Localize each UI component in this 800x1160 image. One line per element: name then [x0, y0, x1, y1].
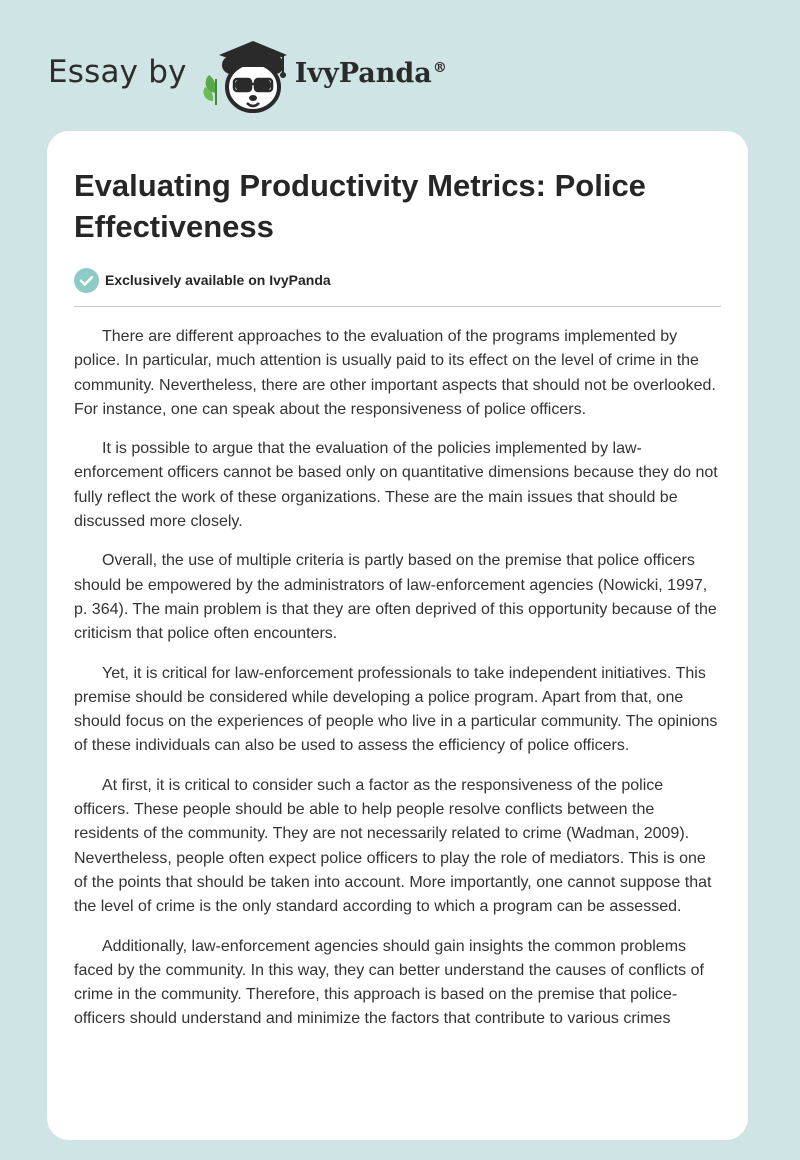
registered-mark: ®: [432, 59, 447, 76]
page-title: Evaluating Productivity Metrics: Police Effectiveness: [74, 168, 646, 244]
paragraph: Additionally, law-enforcement agencies should gain insights the common problems faced by the community. In this way, they can better understand the causes of conflicts of crime in the community. Therefore, this approach is based on the premise that police-officers should understand and minimize the factors that contribute to various crimes: [74, 937, 704, 1028]
exclusive-badge-label: Exclusively available on IvyPanda: [105, 272, 331, 288]
essay-body: [74, 325, 721, 1032]
brand-name: [295, 58, 447, 89]
brand-prefix: Essay by: [48, 54, 187, 90]
brand-name-text: IvyPanda: [294, 57, 432, 89]
paragraph: At first, it is critical to consider such a factor as the responsiveness of the police officers. These people should be able to help people resolve conflicts between the residents of the community. They are not necessarily related to crime (Wadman, 2009). Nevertheless, people often expect police officers to play the role of mediators. This is one of the points that should be taken into account. More importantly, one cannot suppose that the level of crime is the only standard according to which a program can be assessed.: [74, 776, 712, 916]
exclusive-badge: [74, 266, 721, 294]
paragraph: Yet, it is critical for law-enforcement professionals to take independent initiatives. This premise should be considered while developing a police program. Apart from that, one should focus on the experiences of people who live in a particular community. The opinions of these individuals can also be used to assess the efficiency of police officers.: [74, 664, 718, 755]
check-circle-icon: [74, 268, 99, 293]
paragraph: It is possible to argue that the evaluation of the policies implemented by law-enforcement officers cannot be based only on quantitative dimensions because they do not fully reflect the work of these organizations. These are the main issues that should be discussed more closely.: [74, 440, 718, 531]
divider: [74, 306, 721, 307]
paragraph: Overall, the use of multiple criteria is partly based on the premise that police officers should be empowered by the administrators of law-enforcement agencies (Nowicki, 1997, p. 364). The main problem is that they are often deprived of this opportunity because of the criticism that police often encounters.: [74, 552, 717, 643]
panda-graduation-cap-icon: [201, 35, 293, 115]
paragraph: There are different approaches to the evaluation of the programs implemented by police. In particular, much attention is usually paid to its effect on the level of crime in the community. Nevertheless, there are other important aspects that should not be overlooked. For instance, one can speak about the responsiveness of police officers.: [74, 328, 716, 418]
essay-card: [47, 131, 748, 1140]
brand-header: [48, 30, 447, 120]
